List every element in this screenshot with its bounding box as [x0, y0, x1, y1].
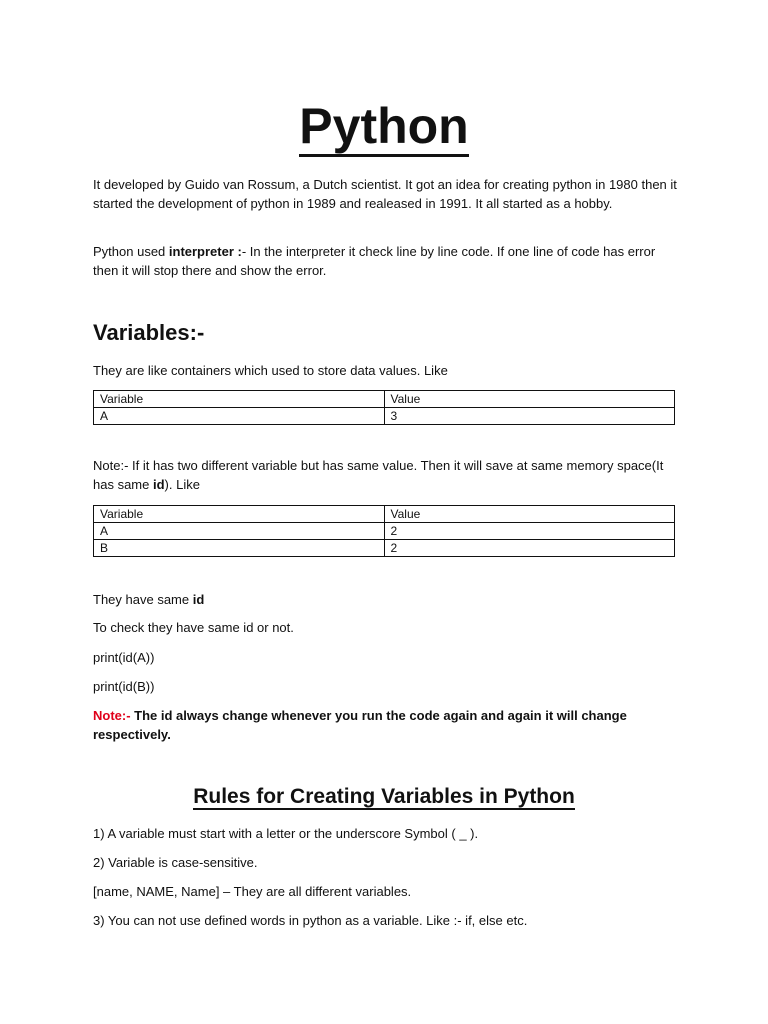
table-header-cell: Value — [384, 506, 675, 523]
note-label: Note:- — [93, 708, 131, 723]
table-row — [94, 523, 675, 540]
same-id-line: They have same id — [93, 592, 205, 607]
table-cell: A — [94, 408, 385, 425]
rule-item: 2) Variable is case-sensitive. — [93, 855, 258, 870]
table-cell: 3 — [384, 408, 675, 425]
variables-table-2 — [93, 505, 675, 557]
variables-table-1 — [93, 390, 675, 425]
table-header-cell: Value — [384, 391, 675, 408]
table-cell: 2 — [384, 540, 675, 557]
check-line: To check they have same id or not. — [93, 620, 294, 635]
table-cell: B — [94, 540, 385, 557]
variables-heading: Variables:- — [93, 320, 205, 345]
id-change-note: Note:- The id always change whenever you run the code again and again it will change respectively. — [93, 708, 627, 742]
variables-description: They are like containers which used to store data values. Like — [93, 363, 448, 378]
rule-item: 3) You can not use defined words in python as a variable. Like :- if, else etc. — [93, 913, 528, 928]
same-memory-note: Note:- If it has two different variable but has same value. Then it will save at same memory space(It has same id). Like — [93, 458, 664, 492]
table-header-row — [94, 506, 675, 523]
code-line-2: print(id(B)) — [93, 679, 155, 694]
table-row — [94, 408, 675, 425]
table-row — [94, 540, 675, 557]
rules-heading: Rules for Creating Variables in Python — [193, 785, 575, 808]
table-cell: A — [94, 523, 385, 540]
page-title: Python — [0, 96, 768, 156]
table-header-row — [94, 391, 675, 408]
rule-item: 1) A variable must start with a letter or the underscore Symbol ( _ ). — [93, 826, 479, 841]
table-header-cell: Variable — [94, 391, 385, 408]
code-line-1: print(id(A)) — [93, 650, 155, 665]
table-cell: 2 — [384, 523, 675, 540]
rule-item: [name, NAME, Name] – They are all different variables. — [93, 884, 412, 899]
interpreter-paragraph: Python used interpreter :- In the interpreter it check line by line code. If one line of code has error then it will stop there and show the error. — [93, 244, 656, 278]
intro-paragraph: It developed by Guido van Rossum, a Dutch scientist. It got an idea for creating python in 1980 then it started the development of python in 1989 and realeased in 1991. It all started as a hobby. — [93, 177, 677, 211]
table-header-cell: Variable — [94, 506, 385, 523]
